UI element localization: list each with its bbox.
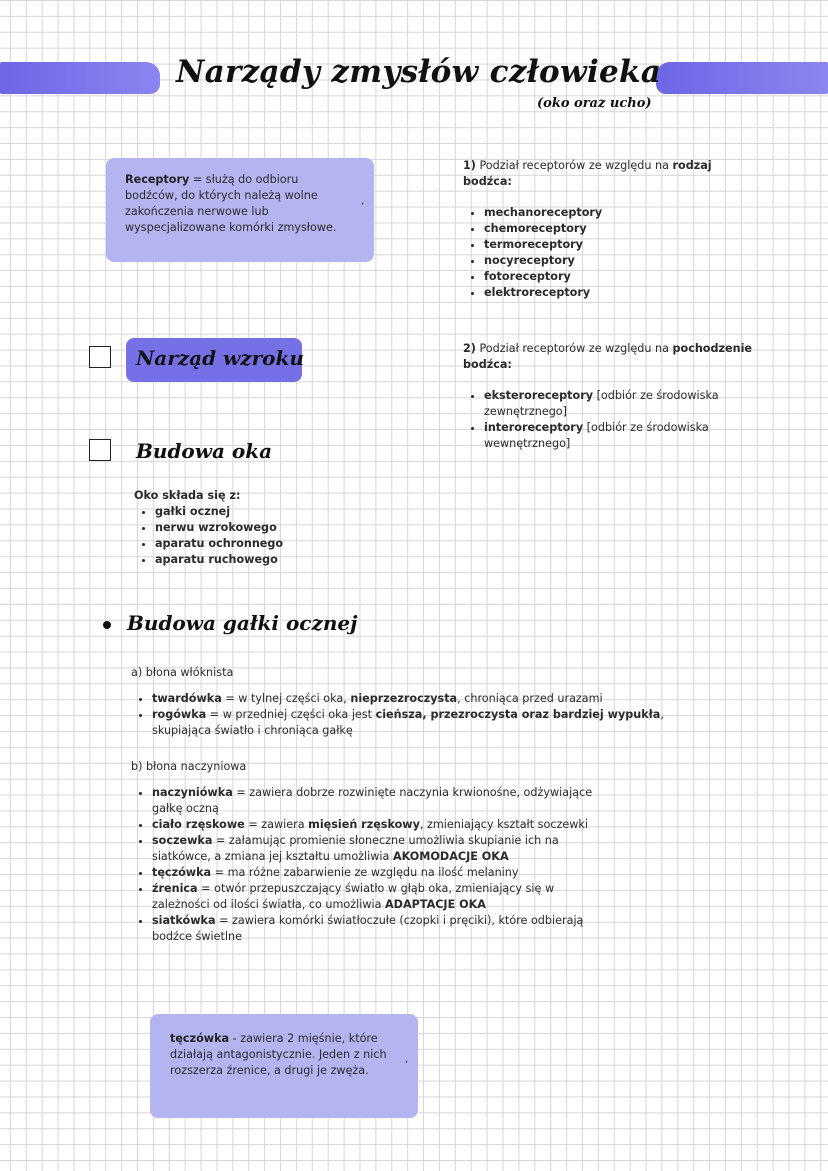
division2-number: 2) <box>463 342 476 355</box>
title-brush-stroke-left <box>0 62 160 94</box>
division-by-stimulus-type <box>463 158 763 301</box>
list-item: • siatkówka = zawiera komórki światłoczułe (czopki i pręciki), które odbierają bodźce świetlne <box>152 913 601 945</box>
teczowka-note-text: - zawiera 2 mięśnie, które działają antagonistycznie. Jeden z nich rozszerza źrenice, a drugi je zwęża. <box>170 1032 387 1077</box>
list-item: • soczewka = załamując promienie słoneczne umożliwia skupianie ich na siatkówce, a zmiana jej kształtu umożliwia AKOMODACJE OKA <box>152 833 601 865</box>
division2-list <box>463 388 763 452</box>
teczowka-note-term: tęczówka <box>170 1032 230 1045</box>
list-item: • twardówka = w tylnej części oka, nieprzezroczysta, chroniąca przed urazami <box>152 691 671 707</box>
division-by-stimulus-origin <box>463 341 763 452</box>
box-mark: , <box>405 1054 409 1065</box>
page-title: Narządy zmysłów człowieka <box>176 54 662 90</box>
list-item: • nocyreceptory <box>484 253 763 269</box>
list-item: • ciało rzęskowe = zawiera mięsień rzęskowy, zmieniający kształt soczewki <box>152 817 601 833</box>
oko-intro: Oko składa się z: <box>134 489 241 502</box>
list-item: • fotoreceptory <box>484 269 763 285</box>
list-item: • nerwu wzrokowego <box>155 520 384 536</box>
list-item: • aparatu ochronnego <box>155 536 384 552</box>
list-item: • chemoreceptory <box>484 221 763 237</box>
list-item: • mechanoreceptory <box>484 205 763 221</box>
list-item: • termoreceptory <box>484 237 763 253</box>
division2-lead: Podział receptorów ze względu na <box>475 342 673 355</box>
list-item: • rogówka = w przedniej części oka jest cieńsza, przezroczysta oraz bardziej wypukła, skupiająca światło i chroniąca gałkę <box>152 707 671 739</box>
teczowka-note-box <box>150 1014 418 1118</box>
blona-b-label: b) błona naczyniowa <box>131 760 247 773</box>
division1-number: 1) <box>463 159 476 172</box>
checkbox-budowa-oka[interactable] <box>89 439 111 461</box>
receptory-definition-box <box>106 158 374 262</box>
list-item: • naczyniówka = zawiera dobrze rozwinięte naczynia krwionośne, odżywiające gałkę oczną <box>152 785 601 817</box>
section-heading-narzad-wzroku: Narząd wzroku <box>126 338 302 382</box>
receptory-definition: = służą do odbioru bodźców, do których należą wolne zakończenia nerwowe lub wyspecjalizowane komórki zmysłowe. <box>125 173 337 234</box>
blona-a-list <box>131 691 671 739</box>
list-item: • eksteroreceptory [odbiór ze środowiska zewnętrznego] <box>484 388 743 420</box>
box-mark: , <box>361 196 365 207</box>
page-subtitle: (oko oraz ucho) <box>537 96 652 111</box>
list-item: • gałki ocznej <box>155 504 384 520</box>
list-item: • źrenica = otwór przepuszczający światło w głąb oka, zmieniający się w zależności od ilości światła, co umożliwia ADAPTACJE OKA <box>152 881 601 913</box>
division2-bold: pochodzenie bodźca: <box>463 342 752 371</box>
blona-wloknista <box>131 665 671 739</box>
division1-lead: Podział receptorów ze względu na <box>475 159 673 172</box>
list-item: • elektroreceptory <box>484 285 763 301</box>
title-brush-stroke-right <box>656 62 828 94</box>
oko-components <box>134 488 384 568</box>
blona-a-label: a) błona włóknista <box>131 666 234 679</box>
section-bullet <box>103 621 111 629</box>
division1-bold: rodzaj bodźca: <box>463 159 712 188</box>
checkbox-narzad-wzroku[interactable] <box>89 346 111 368</box>
section-heading-budowa-oka: Budowa oka <box>136 439 273 463</box>
blona-naczyniowa <box>131 759 601 945</box>
list-item: • interoreceptory [odbiór ze środowiska wewnętrznego] <box>484 420 743 452</box>
receptory-term: Receptory <box>125 173 190 186</box>
division1-list <box>463 205 763 301</box>
oko-list <box>134 504 384 568</box>
blona-b-list <box>131 785 601 945</box>
list-item: • aparatu ruchowego <box>155 552 384 568</box>
list-item: • tęczówka = ma różne zabarwienie ze względu na ilość melaniny <box>152 865 601 881</box>
section-heading-budowa-galki: Budowa gałki ocznej <box>127 611 358 635</box>
